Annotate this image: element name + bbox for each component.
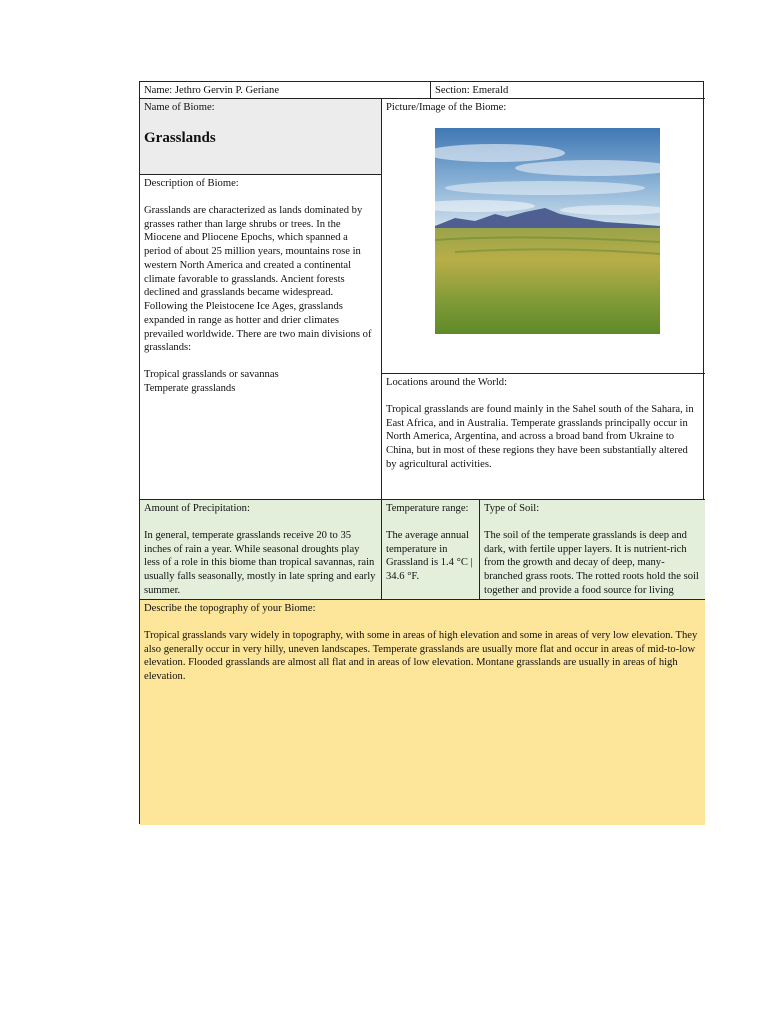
temperature-text: The average annual temperature in Grassland is 1.4 °C | 34.6 °F. <box>386 529 473 583</box>
biome-title: Grasslands <box>144 129 216 146</box>
biome-name-label: Name of Biome: <box>144 102 215 113</box>
biome-description-cell <box>140 175 382 500</box>
grassland-photo <box>435 128 660 334</box>
topography-text: Tropical grasslands vary widely in topography, with some in areas of high elevation and some in areas of very low elevation. They also generally occur in very hilly, uneven landscapes. Temperate grasslands are usually more flat and occur in areas of mid-to-low elevation. Flooded grasslands are almost all flat and in areas of low elevation. Montane grasslands are usually in areas of high elevation. <box>144 629 698 683</box>
precipitation-text: In general, temperate grasslands receive 20 to 35 inches of rain a year. While seasonal droughts play less of a role in this biome than tropical savannas, rain usually falls seasonally, mostly in late spring and early summer. <box>144 529 376 596</box>
precipitation-cell <box>140 500 382 600</box>
biome-picture-label: Picture/Image of the Biome: <box>386 102 507 113</box>
soil-label: Type of Soil: <box>484 503 540 514</box>
biome-worksheet-table <box>139 81 704 824</box>
biome-picture-cell <box>382 99 705 374</box>
biome-description-label: Description of Biome: <box>144 178 239 189</box>
topography-cell <box>140 600 705 825</box>
biome-description-text: Grasslands are characterized as lands dominated by grasses rather than large shrubs or trees. In the Miocene and Pliocene Epochs, which spanned a period of about 25 million years, mountains rose in western North America and created a continental climate favorable to grasslands. Ancient forests declined and grasslands became widespread. Following the Pleistocene Ice Ages, grasslands expanded in range as hotter and drier climates prevailed worldwide. There are two main divisions of grasslands: <box>144 204 372 354</box>
student-name-cell <box>140 82 431 99</box>
section-cell <box>431 82 705 99</box>
soil-text: The soil of the temperate grasslands is deep and dark, with fertile upper layers. It is nutrient-rich from the growth and decay of deep, many-branched grass roots. The rotted roots hold the soil together and provide a food source for living <box>484 529 699 596</box>
biome-name-cell <box>140 99 382 175</box>
precipitation-label: Amount of Precipitation: <box>144 503 250 514</box>
locations-label: Locations around the World: <box>386 377 508 388</box>
locations-text: Tropical grasslands are found mainly in the Sahel south of the Sahara, in East Africa, and in Australia. Temperate grasslands principally occur in North America, Argentina, and across a broad band from Ukraine to China, but in most of these regions they have been substantially altered by agricultural activities. <box>386 403 694 470</box>
division-tropical: Tropical grasslands or savannas <box>144 369 279 381</box>
section-name: Section: Emerald <box>435 85 509 96</box>
soil-cell <box>480 500 705 600</box>
temperature-cell <box>382 500 480 600</box>
topography-label: Describe the topography of your Biome: <box>144 603 316 614</box>
division-temperate: Temperate grasslands <box>144 382 236 394</box>
temperature-label: Temperature range: <box>386 503 469 514</box>
locations-cell <box>382 374 705 500</box>
student-name: Name: Jethro Gervin P. Geriane <box>144 85 280 96</box>
